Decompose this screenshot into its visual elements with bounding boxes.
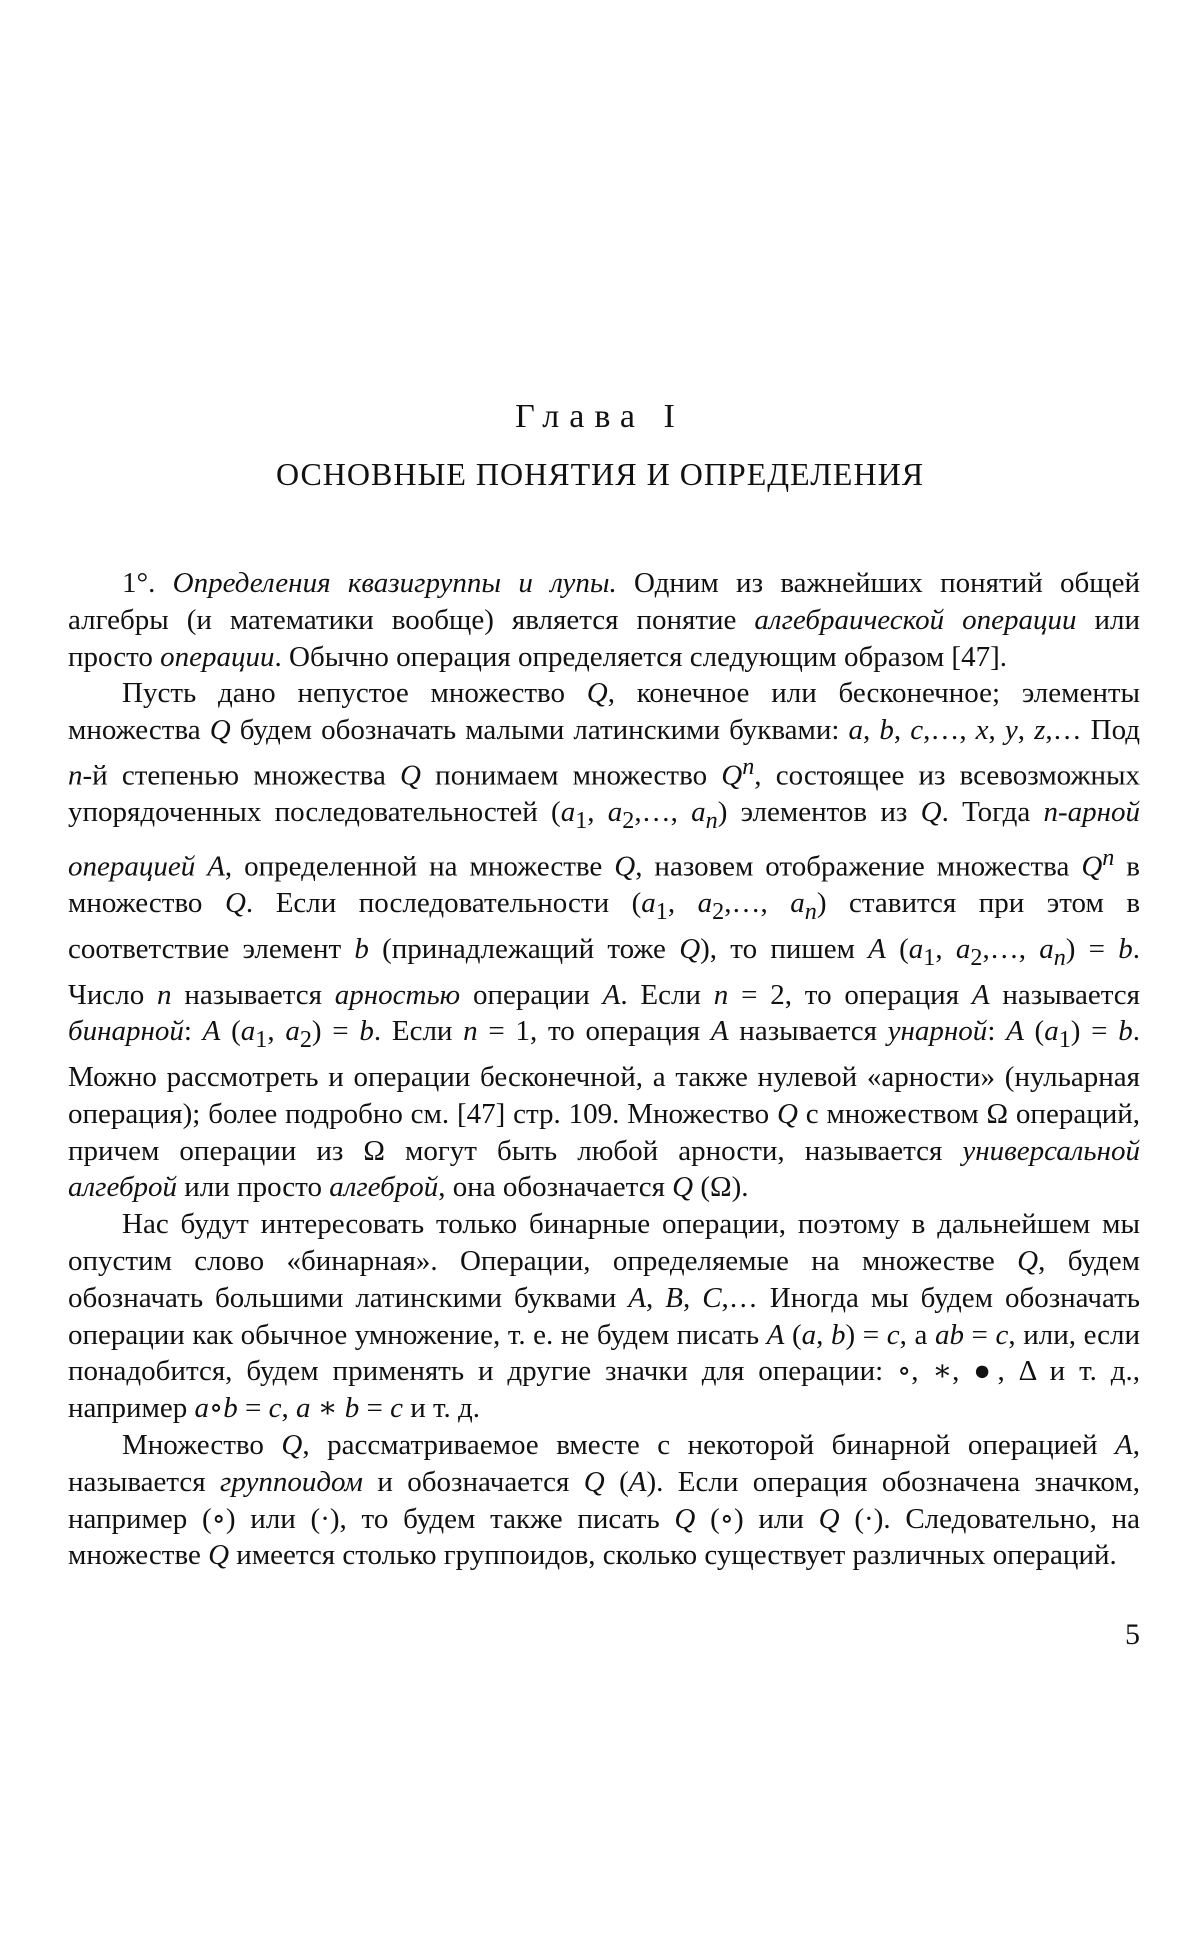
paragraph-definitions: 1°. Определения квазигруппы и лупы. Одним из важнейших понятий общей алгебры (и математики вообще) является понятие алгебраической операции или просто операции. Обычно операция определяется следующим образом [47]. [68,567,1141,673]
paragraph-n-ary-operation: Пусть дано непустое множество Q, конечное или бесконечное; элементы множества Q будем обозначать малыми латинскими буквами: a, b, c,…, x, y, z,… Под n-й степенью множества Q понимаем множество $Q^n$, состоящее из всевозможных упорядоченных последовательностей ($a_1$, $a_2,\dots$, $a_n$) элементов из Q. Тогда n-арной операцией A, определенной на множестве Q, назовем отображение множества $Q^n$ в множество Q. Если последовательности ($a_1$, $a_2,\dots$, $a_n$) ставится при этом в соответствие элемент b (принадлежащий тоже Q), то пишем A ($a_1$, $a_2,\dots$, $a_n) = b$. Число n называется арностью операции A. Если n = 2, то операция A называется бинарной: A ($a_1$, $a_2) = b$. Если n = 1, то операция A называется унарной: A $(a_1) = b$. Можно рассмотреть и операции бесконечной, а также нулевой «арности» (нульарная операция); более подробно см. [47] стр. 109. Множество Q с множеством Ω операций, причем операции из Ω могут быть любой арности, называется универсальной алгеброй или просто алгеброй, она обозначается Q (Ω). [68,677,1141,1204]
paragraph-binary-operations: Нас будут интересовать только бинарные операции, поэтому в дальнейшем мы опустим слово «бинарная». Операции, определяемые на множестве Q, будем обозначать большими латинскими буквами A, B, C,… Иногда мы будем обозначать операции как обычное умножение, т. е. не будем писать A (a, b) = c, а ab = c, или, если понадобится, будем применять и другие значки для операции: ∘, ∗, ●, Δ и т. д., например a∘b = c, a ∗ b = c и т. д. [68,1208,1141,1425]
chapter-label: Глава I [515,398,685,435]
chapter-title: ОСНОВНЫЕ ПОНЯТИЯ И ОПРЕДЕЛЕНИЯ [275,456,925,492]
paragraph-groupoid: Множество Q, рассматриваемое вместе с некоторой бинарной операцией A, называется группоидом и обозначается Q (A). Если операция обозначена значком, например (∘) или (·), то будем также писать Q (∘) или Q (·). Следовательно, на множестве Q имеется столько группоидов, сколько существует различных операций. [68,1429,1140,1572]
body-text [68,565,1140,1574]
page-number: 5 [1125,1618,1140,1651]
